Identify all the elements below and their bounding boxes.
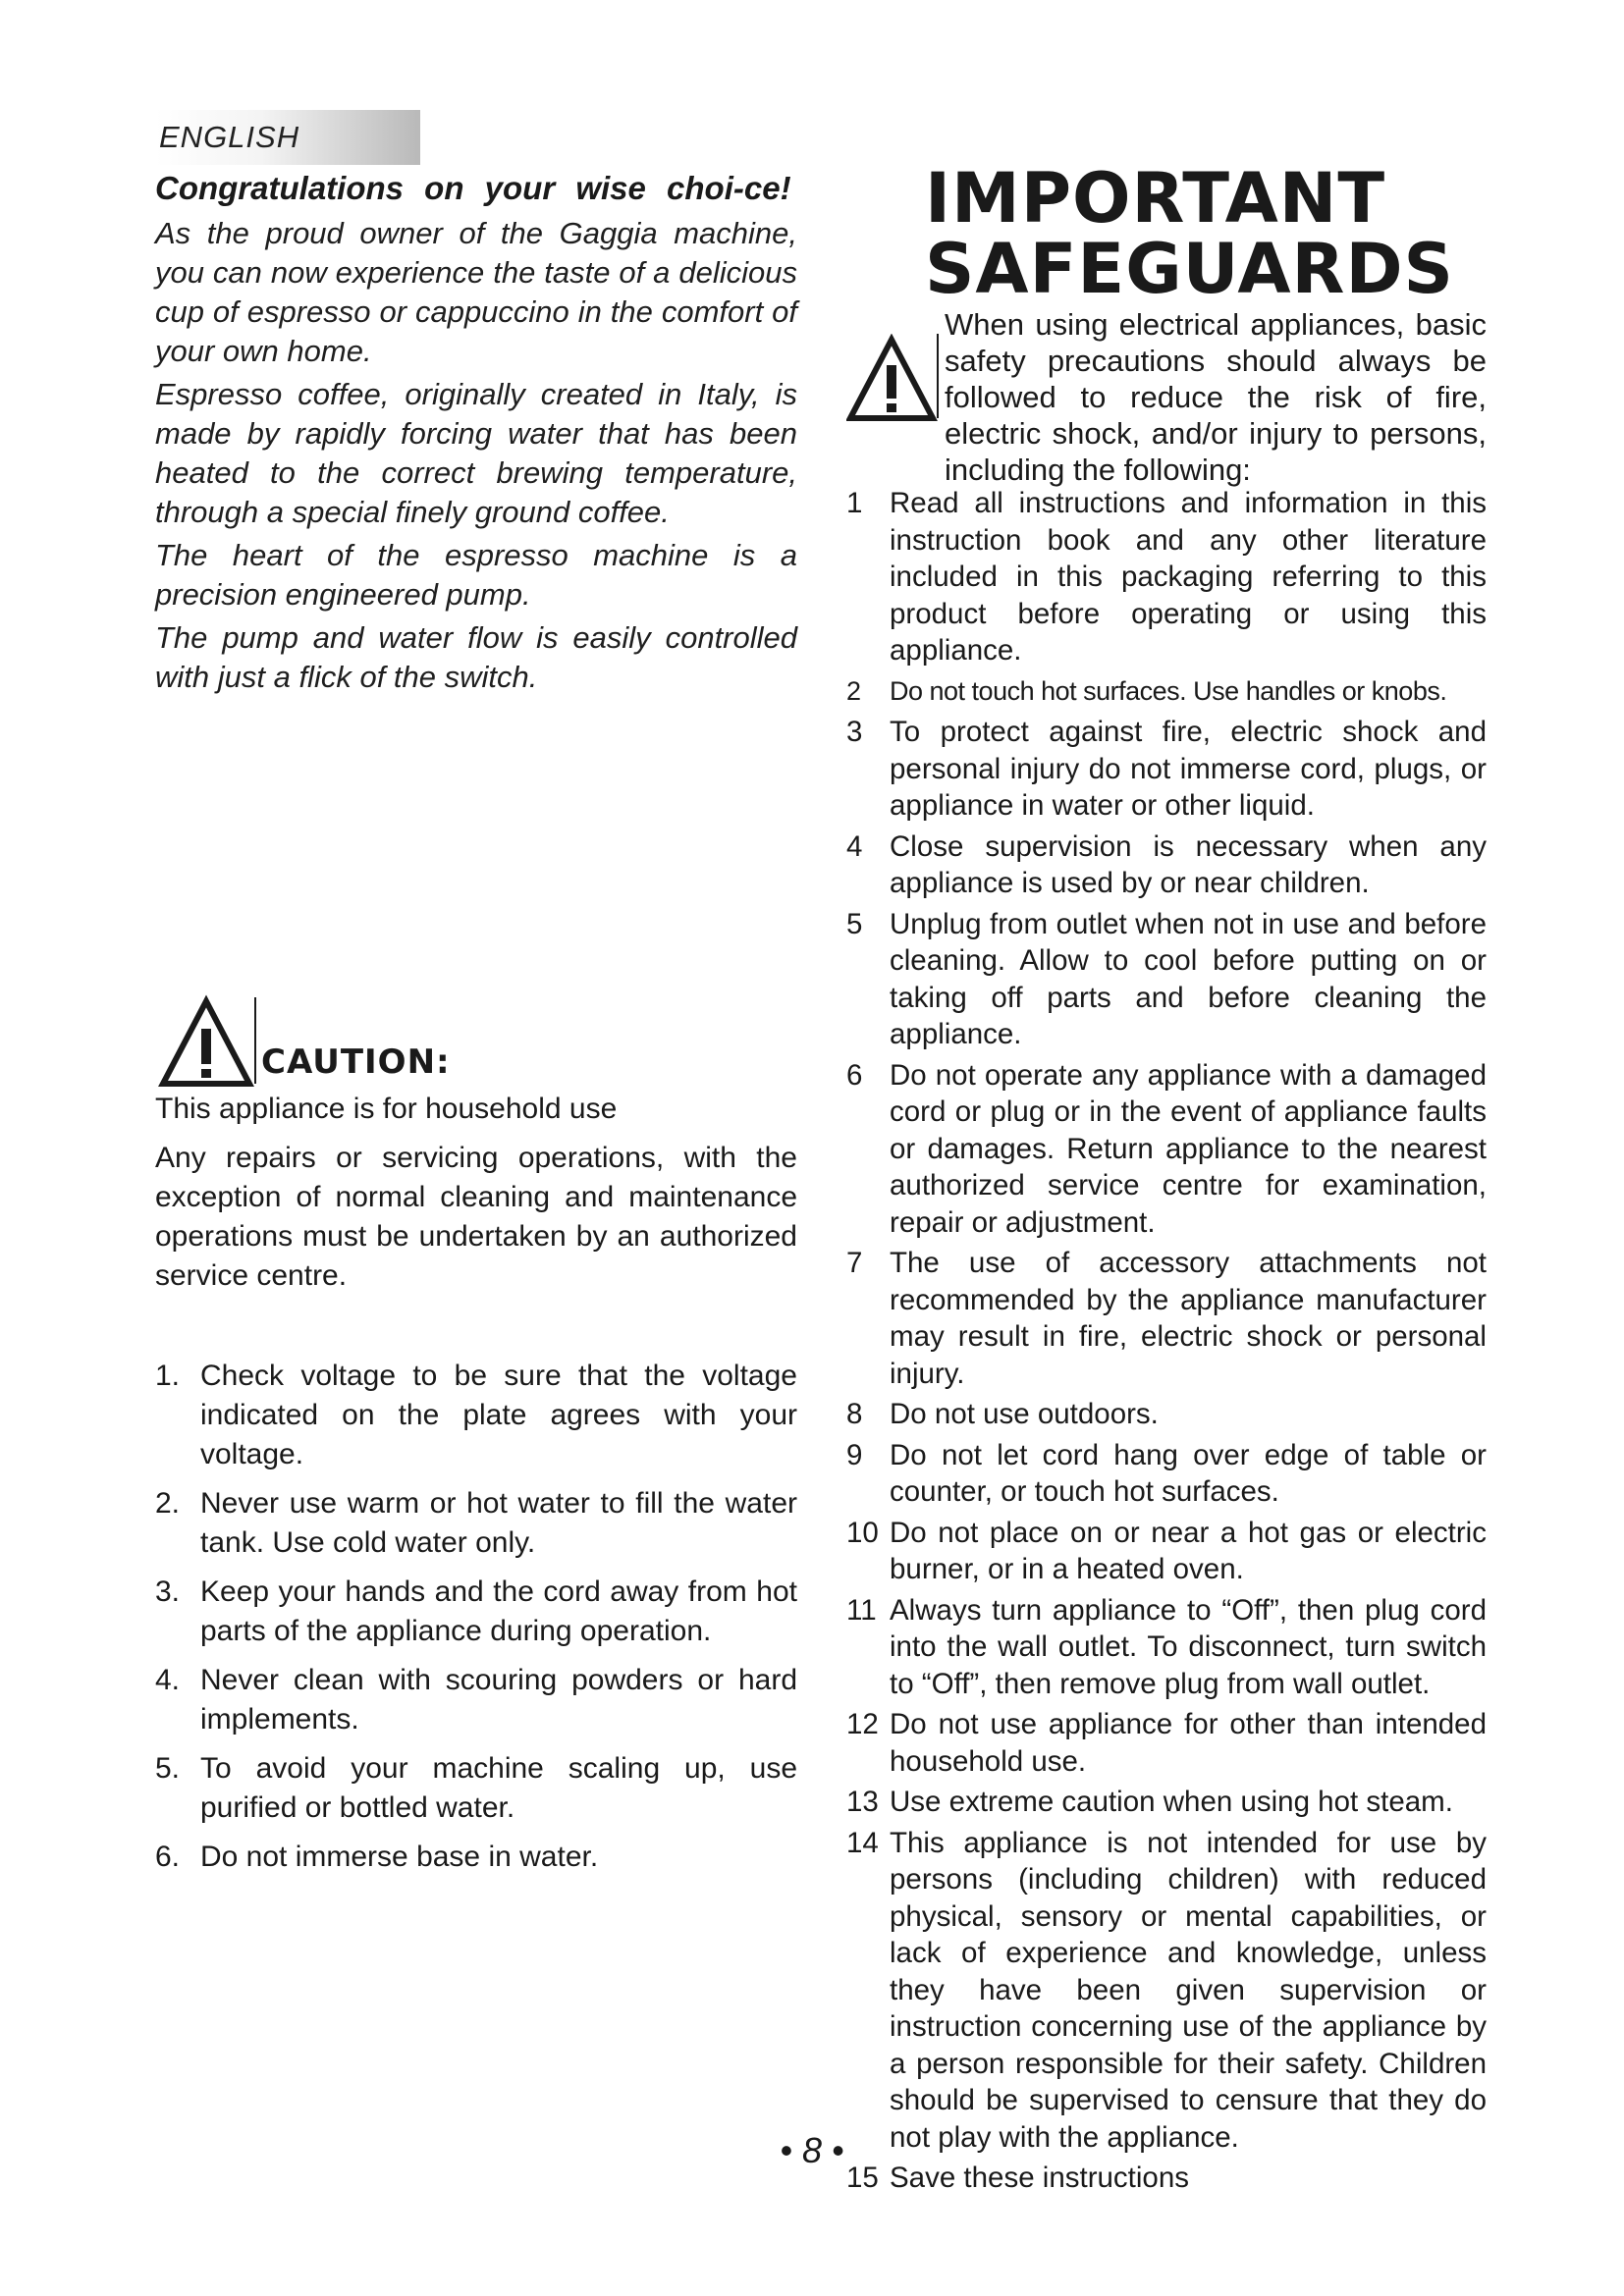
list-item-text: Unplug from outlet when not in use and before cleaning. Allow to cool before putting on or taking off parts and before cleaning the appliance. — [890, 907, 1487, 1050]
list-item — [155, 1357, 797, 1474]
safeguards-list — [846, 485, 1487, 2197]
list-item-number: 8 — [846, 1398, 863, 1430]
list-item-text: Never use warm or hot water to fill the water tank. Use cold water only. — [200, 1487, 797, 1559]
list-item — [846, 1396, 1487, 1433]
list-item-text: Read all instructions and information in this instruction book and any other literature included in this packaging referring to this product before operating or using this appliance. — [890, 487, 1487, 667]
caution-section — [155, 991, 797, 1296]
list-item-text: Always turn appliance to “Off”, then plug cord into the wall outlet. To disconnect, turn switch to “Off”, then remove plug from wall outlet. — [890, 1593, 1487, 1700]
list-item-number: 4. — [155, 1664, 181, 1696]
list-item-number: 3 — [846, 716, 863, 748]
list-item-number: 9 — [846, 1438, 863, 1471]
caution-heading — [155, 991, 797, 1090]
list-item-number: 12 — [846, 1708, 879, 1740]
list-item — [846, 1245, 1487, 1392]
list-item-text: Save these instructions — [890, 2162, 1189, 2194]
language-label: ENGLISH — [159, 120, 300, 154]
safeguards-intro-text: When using electrical appliances, basic safety precautions should always be followed to reduce the risk of fire, electric shock, and/or injury to persons, including the following: — [945, 307, 1487, 487]
list-item — [155, 1838, 797, 1877]
safeguards-title-line: IMPORTANT — [925, 158, 1386, 239]
safeguards-intro — [846, 306, 1487, 487]
list-item — [846, 1057, 1487, 1242]
list-item — [155, 1484, 797, 1563]
list-item-text: Do not immerse base in water. — [200, 1841, 599, 1873]
list-item-text: Keep your hands and the cord away from hot parts of the appliance during operation. — [200, 1575, 797, 1647]
list-item-number: 5. — [155, 1752, 181, 1785]
list-item-text: Do not operate any appliance with a damaged cord or plug or in the event of appliance faults or damages. Return appliance to the nearest authorized service centre for examination, repair or adjustment. — [890, 1058, 1487, 1239]
caution-paragraph: This appliance is for household use — [155, 1093, 618, 1125]
list-item — [155, 1749, 797, 1828]
safeguards-title — [925, 158, 1487, 309]
list-item-number: 2. — [155, 1487, 181, 1520]
page-number: • 8 • — [780, 2130, 844, 2170]
language-tab — [155, 110, 420, 165]
list-item — [155, 1573, 797, 1651]
list-item — [846, 673, 1487, 711]
intro-text — [155, 214, 797, 697]
list-item-number: 6 — [846, 1058, 863, 1092]
list-item-number: 14 — [846, 1826, 879, 1859]
list-item-number: 11 — [846, 1593, 877, 1627]
intro-paragraph: The heart of the espresso machine is a precision engineered pump. — [155, 538, 797, 612]
intro-paragraph: The pump and water flow is easily controlled with just a flick of the switch. — [155, 620, 797, 694]
list-item-text: Close supervision is necessary when any appliance is used by or near children. — [890, 829, 1487, 899]
caution-text — [155, 1090, 797, 1296]
list-item-text: The use of accessory attachments not recommended by the appliance manufacturer may result in fire, electric shock or personal injury. — [890, 1247, 1487, 1390]
list-item — [846, 1515, 1487, 1588]
list-item — [846, 1825, 1487, 2157]
list-item-text: Never clean with scouring powders or hard implements. — [200, 1664, 797, 1735]
list-item — [155, 1661, 797, 1739]
list-item — [846, 1437, 1487, 1511]
list-item — [846, 906, 1487, 1053]
list-item-number: 1. — [155, 1360, 181, 1392]
list-item-number: 6. — [155, 1841, 181, 1873]
list-item — [846, 828, 1487, 902]
safeguards-title-line: SAFEGUARDS — [925, 229, 1454, 309]
list-item-number: 1 — [846, 487, 863, 519]
list-item-number: 7 — [846, 1247, 863, 1279]
list-item-text: Do not use outdoors. — [890, 1398, 1159, 1430]
safeguards-section — [846, 158, 1487, 2201]
list-item-number: 13 — [846, 1786, 879, 1818]
list-item-number: 3. — [155, 1575, 181, 1608]
caution-label: CAUTION: — [261, 1042, 451, 1082]
list-item — [846, 714, 1487, 825]
list-item-text: Do not place on or near a hot gas or electric burner, or in a heated oven. — [890, 1516, 1487, 1585]
list-item-number: 10 — [846, 1516, 879, 1549]
list-item — [846, 1784, 1487, 1821]
list-item-text: To protect against fire, electric shock and personal injury do not immerse cord, plugs, or appliance in water or other liquid. — [890, 716, 1487, 822]
list-item-number: 15 — [846, 2162, 879, 2194]
warning-triangle-icon — [846, 334, 941, 424]
intro-title: Congratulations on your wise choi-ce! — [155, 170, 791, 206]
warning-triangle-icon — [157, 993, 259, 1090]
list-item-text: This appliance is not intended for use by persons (including children) with reduced physical, sensory or mental capabilities, or lack of experience and knowledge, unless they have been given supervision or instruction concerning use of the appliance by a person responsible for their safety. Children should be supervised to censure that they do not play with the appliance. — [890, 1826, 1487, 2154]
list-item — [846, 485, 1487, 669]
list-item-text: Use extreme caution when using hot steam. — [890, 1786, 1453, 1818]
list-item — [846, 1706, 1487, 1780]
intro-paragraph: As the proud owner of the Gaggia machine, you can now experience the taste of a delicious cup of espresso or cappuccino in the comfort of your own home. — [155, 216, 797, 368]
list-item-text: Do not let cord hang over edge of table or counter, or touch hot surfaces. — [890, 1438, 1487, 1508]
list-item-number: 4 — [846, 829, 863, 863]
list-item-text: Check voltage to be sure that the voltage indicated on the plate agrees with your voltage. — [200, 1360, 797, 1470]
list-item-number: 5 — [846, 907, 863, 940]
intro-paragraph: Espresso coffee, originally created in Italy, is made by rapidly forcing water that has been heated to the correct brewing temperature, through a special finely ground coffee. — [155, 377, 797, 529]
list-item-number: 2 — [846, 675, 861, 706]
intro-section — [155, 169, 797, 701]
caution-list — [155, 1357, 797, 1887]
list-item-text: Do not touch hot surfaces. Use handles or knobs. — [890, 675, 1447, 706]
list-item-text: To avoid your machine scaling up, use purified or bottled water. — [200, 1752, 797, 1824]
caution-paragraph: Any repairs or servicing operations, with the exception of normal cleaning and maintenance operations must be undertaken by an authorized service centre. — [155, 1142, 797, 1292]
list-item — [846, 1592, 1487, 1703]
list-item-text: Do not use appliance for other than intended household use. — [890, 1708, 1487, 1778]
